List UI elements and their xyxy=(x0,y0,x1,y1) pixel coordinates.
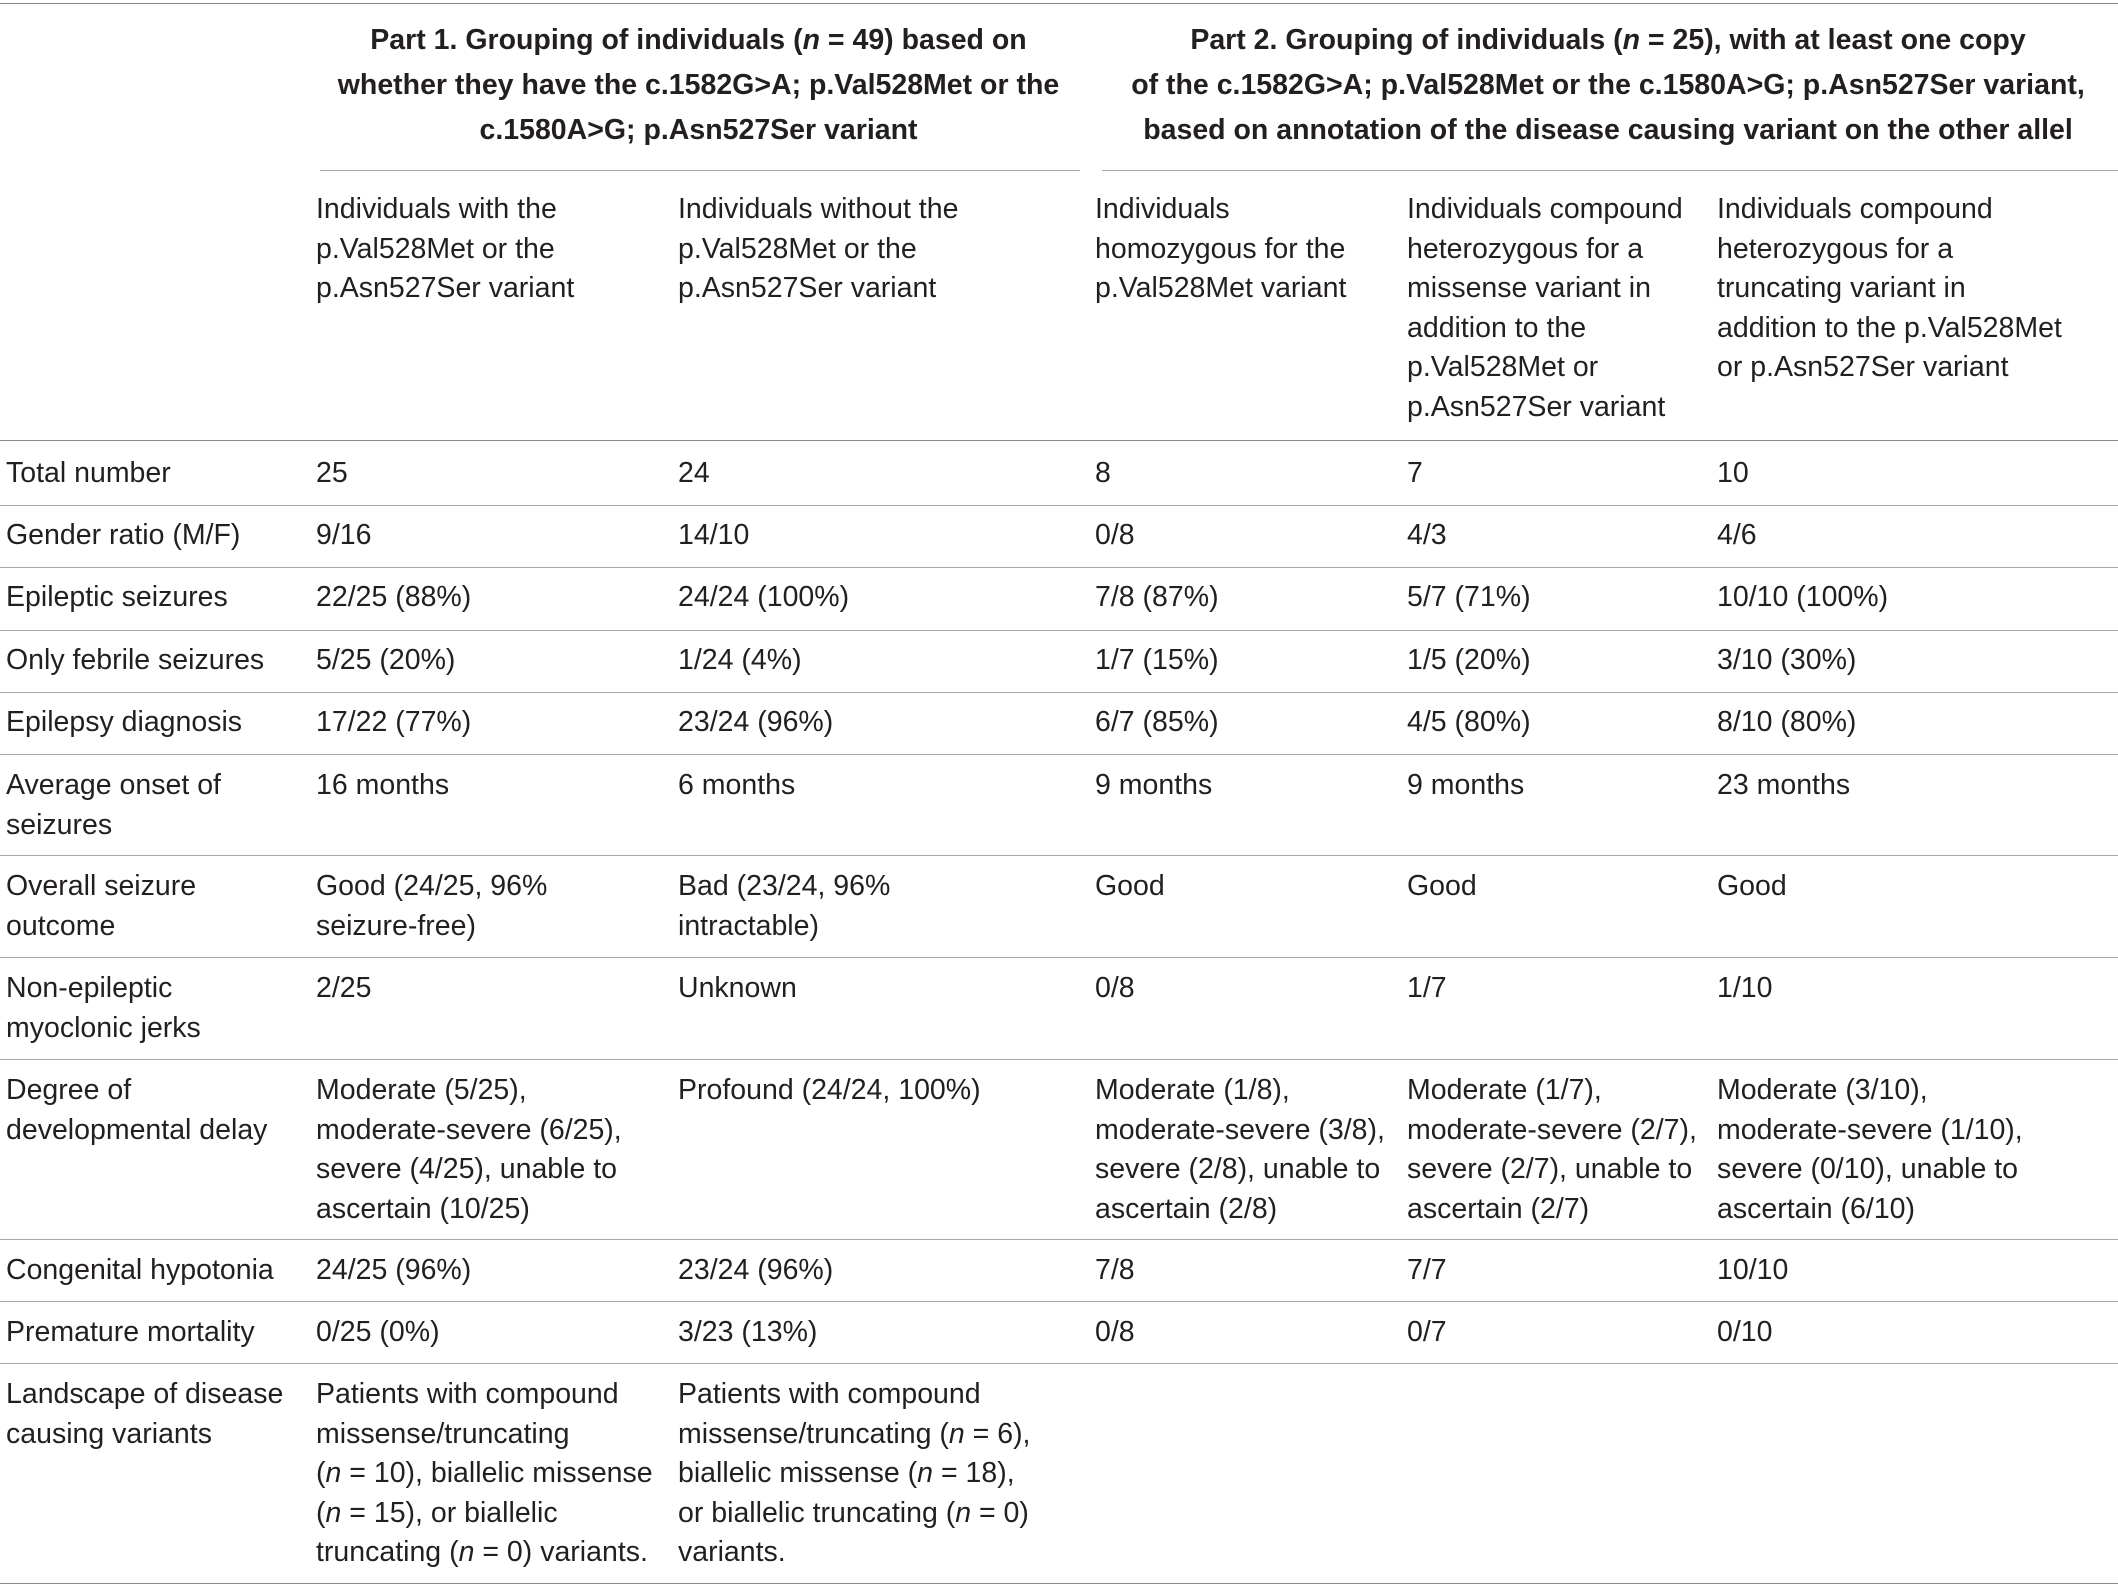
cell-line: 0/25 (0%) xyxy=(316,1316,440,1348)
table-cell xyxy=(1717,516,1757,556)
row-label xyxy=(6,1251,274,1291)
cell-line: Total number xyxy=(6,457,171,489)
cell-line: ascertain (2/8) xyxy=(1095,1192,1278,1225)
cell-line: 0/7 xyxy=(1407,1316,1447,1348)
cell-line: 6/7 (85%) xyxy=(1095,706,1219,738)
cell-line: 1/10 xyxy=(1717,972,1773,1004)
table-cell xyxy=(316,969,371,1009)
cell-line: ascertain (2/7) xyxy=(1407,1192,1590,1225)
cell-line: Bad (23/24, 96% xyxy=(678,870,891,902)
cell-line: severe (2/8), unable to xyxy=(1095,1153,1381,1185)
cell-line: moderate-severe (6/25), xyxy=(316,1113,622,1146)
table-cell xyxy=(1095,969,1135,1009)
table-bottom-rule xyxy=(0,1583,2118,1584)
row-label xyxy=(6,1313,255,1353)
table-cell xyxy=(1095,454,1111,494)
row-divider xyxy=(0,1059,2118,1060)
table-cell xyxy=(1407,1313,1447,1353)
table-cell xyxy=(1717,1313,1772,1353)
table-cell xyxy=(1095,867,1165,907)
cell-line: 14/10 xyxy=(678,519,750,551)
row-label xyxy=(6,641,264,681)
table-cell xyxy=(1407,867,1477,907)
row-divider xyxy=(0,630,2118,631)
table-cell xyxy=(316,516,371,556)
table-cell xyxy=(678,578,849,618)
part1-header: Part 1. Grouping of individuals (n = 49) based on whether they have the c.1582G>A; p.Val528Met or the c.1580A>G; p.Asn527Ser variant xyxy=(337,24,1060,146)
table-cell xyxy=(1717,766,1850,806)
cell-line: seizures xyxy=(6,808,113,841)
subheader-3: Individuals homozygous for the p.Val528Met variant xyxy=(1095,193,1347,304)
cell-line: 0/10 xyxy=(1717,1316,1773,1348)
cell-line: ascertain (6/10) xyxy=(1717,1192,1916,1225)
row-label xyxy=(6,1071,267,1150)
row-divider xyxy=(0,754,2118,755)
cell-line: Gender ratio (M/F) xyxy=(6,519,241,551)
cell-line: Epileptic seizures xyxy=(6,581,228,613)
part2-header: Part 2. Grouping of individuals (n = 25), with at least one copy of the c.1582G>A; p.Val528Met or the c.1580A>G; p.Asn527Ser variant, based on annotation of the disease causing variant on the other allel xyxy=(1131,24,2085,146)
row-label xyxy=(6,703,242,743)
table-top-rule xyxy=(0,3,2118,4)
cell-line: 24/24 (100%) xyxy=(678,581,850,613)
table-cell xyxy=(1407,969,1447,1009)
table-cell xyxy=(678,1071,981,1111)
cell-line: Moderate (1/7), xyxy=(1407,1074,1602,1106)
cell-line: Only febrile seizures xyxy=(6,644,265,676)
cell-line: 9/16 xyxy=(316,519,372,551)
cell-line: 0/8 xyxy=(1095,519,1135,551)
cell-line: Degree of xyxy=(6,1074,132,1106)
table-cell xyxy=(1095,766,1212,806)
cell-line: Average onset of xyxy=(6,769,221,801)
row-label xyxy=(6,516,240,556)
table-cell xyxy=(678,703,833,743)
cell-line: ascertain (10/25) xyxy=(316,1192,530,1225)
row-label xyxy=(6,454,171,494)
table-cell xyxy=(1717,641,1856,681)
table-cell xyxy=(316,578,471,618)
table-cell xyxy=(1095,641,1219,681)
cell-line: Overall seizure xyxy=(6,870,197,902)
part1-underline xyxy=(320,170,1080,171)
cell-line: myoclonic jerks xyxy=(6,1011,201,1044)
row-divider xyxy=(0,1239,2118,1240)
cell-line: severe (4/25), unable to xyxy=(316,1153,618,1185)
table-cell xyxy=(1095,578,1219,618)
table-cell xyxy=(678,969,797,1009)
cell-line: missense/truncating xyxy=(316,1417,570,1450)
table-cell xyxy=(1717,1251,1788,1291)
cell-line: 10/10 xyxy=(1717,1254,1789,1286)
cell-line: (n = 10), biallelic missense xyxy=(316,1457,653,1489)
cell-line: seizure-free) xyxy=(316,909,476,942)
table-cell xyxy=(316,1071,622,1229)
row-divider xyxy=(0,957,2118,958)
cell-line: Moderate (1/8), xyxy=(1095,1074,1290,1106)
cell-line: Moderate (5/25), xyxy=(316,1074,527,1106)
cell-line: moderate-severe (3/8), xyxy=(1095,1113,1385,1146)
cell-line: variants. xyxy=(678,1536,786,1568)
table-cell xyxy=(678,1375,1030,1573)
row-label xyxy=(6,867,196,946)
cell-line: Moderate (3/10), xyxy=(1717,1074,1928,1106)
cell-line: developmental delay xyxy=(6,1113,268,1146)
cell-line: 24/25 (96%) xyxy=(316,1254,472,1286)
cell-line: 23 months xyxy=(1717,769,1851,801)
cell-line: 4/5 (80%) xyxy=(1407,706,1531,738)
row-divider xyxy=(0,505,2118,506)
cell-line: outcome xyxy=(6,909,116,942)
cell-line: 25 xyxy=(316,457,348,489)
table-cell xyxy=(316,766,449,806)
cell-line: 3/10 (30%) xyxy=(1717,644,1857,676)
table-cell xyxy=(1407,578,1531,618)
cell-line: Patients with compound xyxy=(678,1378,981,1410)
row-label xyxy=(6,766,221,845)
table-cell xyxy=(678,454,710,494)
table-cell xyxy=(1095,1251,1135,1291)
row-divider xyxy=(0,1363,2118,1364)
cell-line: moderate-severe (1/10), xyxy=(1717,1113,2023,1146)
cell-line: Premature mortality xyxy=(6,1316,255,1348)
row-label xyxy=(6,578,228,618)
table-cell xyxy=(316,1313,440,1353)
subheader-5: Individuals compound heterozygous for a truncating variant in addition to the p.Val528Met or p.Asn527Ser variant xyxy=(1717,193,2062,383)
cell-line: 9 months xyxy=(1095,769,1213,801)
cell-line: 9 months xyxy=(1407,769,1525,801)
subheader-4: Individuals compound heterozygous for a missense variant in addition to the p.Val528Met or p.Asn527Ser variant xyxy=(1407,193,1683,423)
table-cell xyxy=(1095,1313,1135,1353)
table-cell xyxy=(678,1251,833,1291)
cell-line: Good xyxy=(1095,870,1165,902)
table-cell xyxy=(678,1313,817,1353)
cell-line: 10/10 (100%) xyxy=(1717,581,1889,613)
subheader-2: Individuals without the p.Val528Met or the p.Asn527Ser variant xyxy=(678,193,959,304)
cell-line: 7/7 xyxy=(1407,1254,1447,1286)
cell-line: 3/23 (13%) xyxy=(678,1316,818,1348)
cell-line: Patients with compound xyxy=(316,1378,619,1410)
cell-line: intractable) xyxy=(678,909,819,942)
cell-line: 1/5 (20%) xyxy=(1407,644,1531,676)
cell-line: (n = 15), or biallelic xyxy=(316,1496,558,1529)
table-cell xyxy=(1407,766,1524,806)
cell-line: severe (0/10), unable to xyxy=(1717,1153,2019,1185)
cell-line: 0/8 xyxy=(1095,1316,1135,1348)
cell-line: 4/3 xyxy=(1407,519,1447,551)
table-cell xyxy=(678,516,749,556)
cell-line: 0/8 xyxy=(1095,972,1135,1004)
row-divider xyxy=(0,1301,2118,1302)
table-cell xyxy=(1407,641,1531,681)
cell-line: 1/7 (15%) xyxy=(1095,644,1219,676)
table-cell xyxy=(1717,969,1772,1009)
table-cell xyxy=(1095,516,1135,556)
cell-line: 7/8 xyxy=(1095,1254,1135,1286)
cell-line: truncating (n = 0) variants. xyxy=(316,1536,648,1568)
table-cell xyxy=(678,766,795,806)
table-cell xyxy=(1407,1251,1447,1291)
cell-line: 2/25 xyxy=(316,972,372,1004)
cell-line: causing variants xyxy=(6,1417,212,1450)
part2-underline xyxy=(1102,170,2118,171)
cell-line: 22/25 (88%) xyxy=(316,581,472,613)
table-cell xyxy=(316,1375,653,1573)
cell-line: Good (24/25, 96% xyxy=(316,870,548,902)
cell-line: Good xyxy=(1717,870,1787,902)
cell-line: Congenital hypotonia xyxy=(6,1254,274,1286)
subheader-1: Individuals with the p.Val528Met or the p.Asn527Ser variant xyxy=(316,193,575,304)
cell-line: or biallelic truncating (n = 0) xyxy=(678,1496,1029,1529)
cell-line: Epilepsy diagnosis xyxy=(6,706,243,738)
cell-line: Non-epileptic xyxy=(6,972,173,1004)
cell-line: 7 xyxy=(1407,457,1423,489)
cell-line: Profound (24/24, 100%) xyxy=(678,1074,981,1106)
table-cell xyxy=(1407,516,1447,556)
cell-line: 1/7 xyxy=(1407,972,1447,1004)
table-cell xyxy=(678,641,802,681)
cell-line: 5/25 (20%) xyxy=(316,644,456,676)
cell-line: 7/8 (87%) xyxy=(1095,581,1219,613)
table-cell xyxy=(316,641,455,681)
cell-line: Good xyxy=(1407,870,1477,902)
table-cell xyxy=(316,703,471,743)
table-cell xyxy=(1095,703,1219,743)
row-label xyxy=(6,1375,283,1454)
cell-line: 24 xyxy=(678,457,710,489)
table-cell xyxy=(1717,1071,2023,1229)
cell-line: 8 xyxy=(1095,457,1111,489)
cell-line: 1/24 (4%) xyxy=(678,644,802,676)
cell-line: 6 months xyxy=(678,769,796,801)
cell-line: 23/24 (96%) xyxy=(678,1254,834,1286)
table-cell xyxy=(1407,1071,1697,1229)
row-divider xyxy=(0,567,2118,568)
cell-line: missense/truncating (n = 6), xyxy=(678,1417,1031,1450)
row-divider xyxy=(0,692,2118,693)
cell-line: 5/7 (71%) xyxy=(1407,581,1531,613)
table-cell xyxy=(1095,1071,1385,1229)
table-cell xyxy=(316,454,348,494)
header-bottom-rule xyxy=(0,440,2118,441)
table-cell xyxy=(1717,703,1856,743)
cell-line: Unknown xyxy=(678,972,797,1004)
table-cell xyxy=(1717,454,1749,494)
table-cell xyxy=(678,867,890,946)
cell-line: 10 xyxy=(1717,457,1749,489)
cell-line: biallelic missense (n = 18), xyxy=(678,1457,1015,1489)
cell-line: 23/24 (96%) xyxy=(678,706,834,738)
cell-line: severe (2/7), unable to xyxy=(1407,1153,1693,1185)
table-cell xyxy=(1407,454,1423,494)
row-label xyxy=(6,969,201,1048)
cell-line: 4/6 xyxy=(1717,519,1757,551)
cell-line: Landscape of disease xyxy=(6,1378,284,1410)
cell-line: 16 months xyxy=(316,769,450,801)
table-cell xyxy=(1717,578,1888,618)
cell-line: 8/10 (80%) xyxy=(1717,706,1857,738)
table-cell xyxy=(316,867,547,946)
cell-line: moderate-severe (2/7), xyxy=(1407,1113,1697,1146)
table-cell xyxy=(1717,867,1787,907)
table-cell xyxy=(316,1251,471,1291)
row-divider xyxy=(0,855,2118,856)
table-cell xyxy=(1407,703,1531,743)
cell-line: 17/22 (77%) xyxy=(316,706,472,738)
